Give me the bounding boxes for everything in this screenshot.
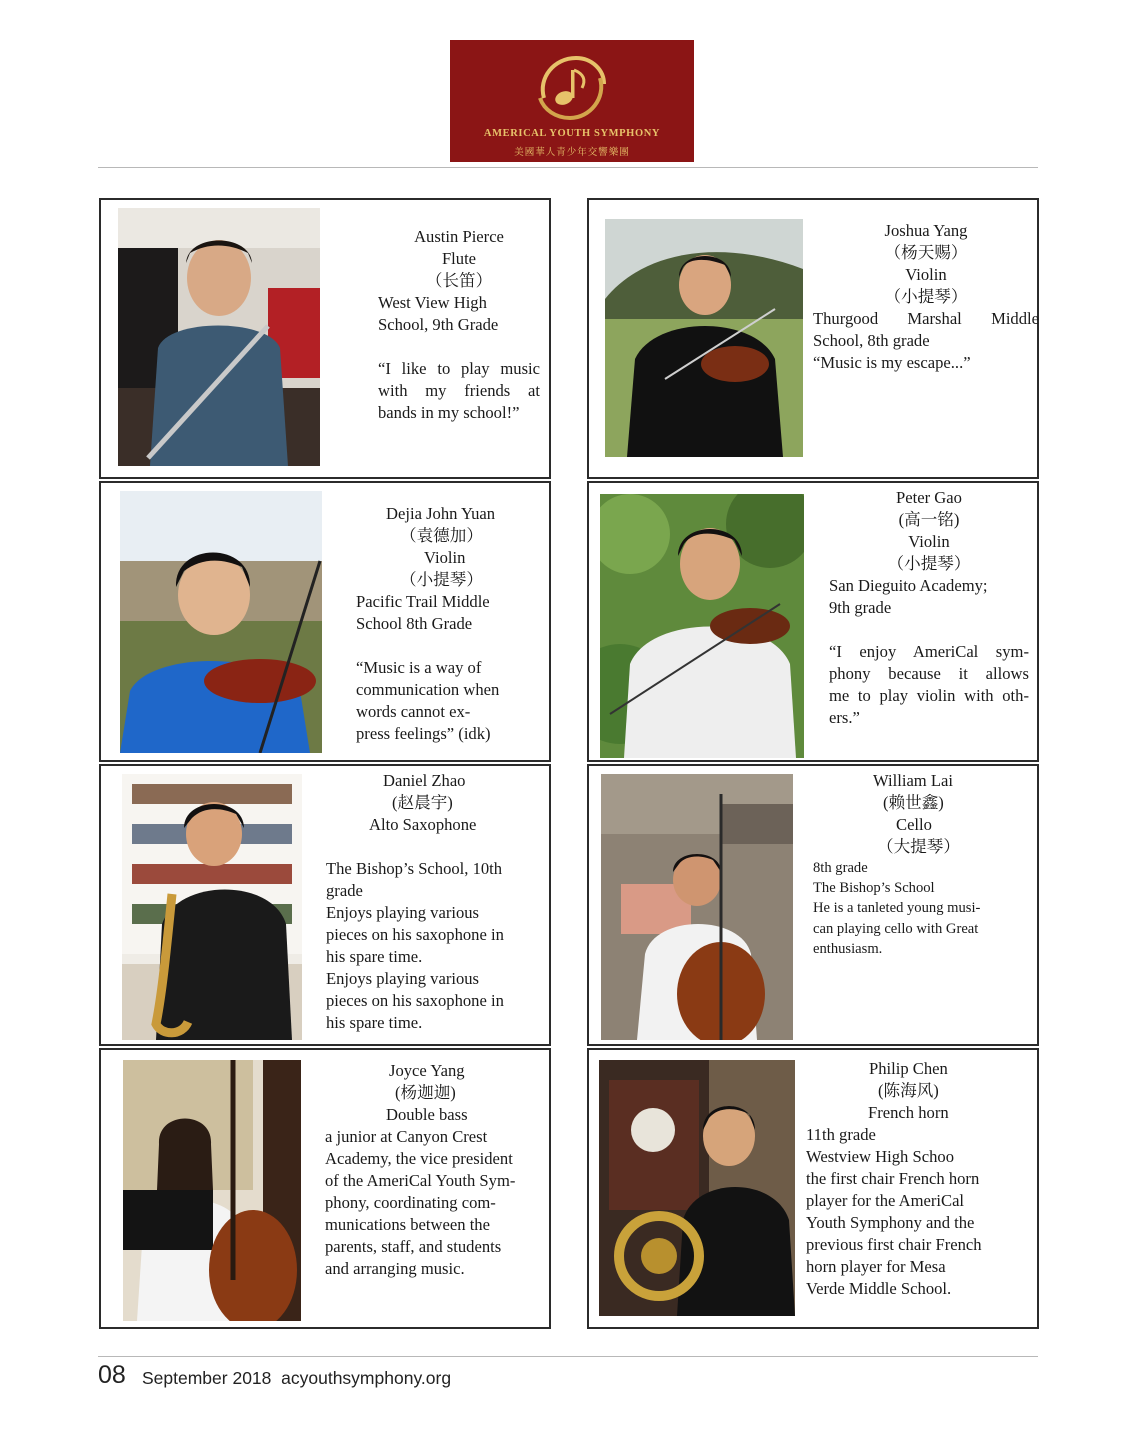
- card-text-peter-gao: [829, 487, 1029, 729]
- school-line: School, 9th Grade: [378, 315, 499, 334]
- school-line: School, 8th grade: [813, 331, 930, 350]
- musician-card-peter-gao: [587, 481, 1039, 762]
- bio-line: phony, coordinating com-: [325, 1193, 496, 1212]
- musician-name: Daniel Zhao: [383, 771, 466, 790]
- quote-line: with my friends at: [378, 381, 540, 400]
- quote-line: “Music is my escape...”: [813, 353, 971, 372]
- photo-william-lai: [601, 774, 793, 1040]
- americal-youth-symphony-logo: [450, 40, 694, 162]
- musician-name: Joyce Yang: [389, 1061, 465, 1080]
- musician-name: William Lai: [873, 771, 953, 790]
- instrument: Double bass: [386, 1105, 468, 1124]
- photo-dejia-john-yuan: [120, 491, 322, 753]
- quote-line: “I enjoy AmeriCal sym-: [829, 642, 1029, 661]
- musician-card-daniel-zhao: [99, 764, 551, 1046]
- photo-joshua-yang: [605, 219, 803, 457]
- quote-line: phony because it allows: [829, 664, 1029, 683]
- school-line: 9th grade: [829, 598, 892, 617]
- bio-line: 11th grade: [806, 1125, 876, 1144]
- card-text-philip-chen: [806, 1058, 1026, 1300]
- photo-joyce-yang: [123, 1060, 301, 1321]
- musician-card-dejia-john-yuan: [99, 481, 551, 762]
- musician-name-cn: （袁德加）: [400, 526, 483, 545]
- musician-card-austin-pierce: [99, 198, 551, 479]
- bio-line: player for the AmeriCal: [806, 1191, 965, 1210]
- school-line: School 8th Grade: [356, 614, 473, 633]
- card-text-daniel-zhao: [326, 770, 546, 1034]
- school-line: Pacific Trail Middle: [356, 592, 490, 611]
- musician-card-william-lai: [587, 764, 1039, 1046]
- quote-line: me to play violin with oth-: [829, 686, 1029, 705]
- bio-line: grade: [326, 881, 363, 900]
- quote-line: ers.”: [829, 708, 860, 727]
- website-link[interactable]: acyouthsymphony.org: [281, 1368, 452, 1388]
- bio-line: Academy, the vice president: [325, 1149, 513, 1168]
- quote-line: communication when: [356, 680, 500, 699]
- logo-chinese-name: 美國華人青少年交響樂團: [514, 147, 630, 158]
- card-text-dejia-john-yuan: [356, 503, 546, 745]
- card-text-joshua-yang: [813, 220, 1039, 374]
- bio-line: Westview High Schoo: [806, 1147, 954, 1166]
- bio-line: munications between the: [325, 1215, 490, 1234]
- card-text-joyce-yang: [325, 1060, 545, 1280]
- bio-line: 8th grade: [813, 860, 868, 876]
- quote-line: words cannot ex-: [356, 702, 471, 721]
- musician-card-philip-chen: [587, 1048, 1039, 1329]
- instrument: Violin: [908, 532, 950, 551]
- instrument-cn: （小提琴）: [887, 554, 971, 573]
- bio-line: his spare time.: [326, 947, 423, 966]
- footer-divider: [98, 1356, 1038, 1357]
- musician-name-cn: (赖世鑫): [883, 793, 944, 812]
- bio-line: parents, staff, and students: [325, 1237, 502, 1256]
- quote-line: “I like to play music: [378, 359, 540, 378]
- musician-name-cn: (高一铭): [898, 510, 960, 529]
- bio-line: and arranging music.: [325, 1259, 465, 1278]
- bio-line: Enjoys playing various: [326, 969, 480, 988]
- quote-line: “Music is a way of: [356, 658, 482, 677]
- musician-name: Dejia John Yuan: [386, 504, 496, 523]
- bio-line: pieces on his saxophone in: [326, 925, 504, 944]
- bio-line: of the AmeriCal Youth Sym-: [325, 1171, 516, 1190]
- card-text-austin-pierce: [378, 226, 540, 424]
- issue-date: September 2018: [142, 1368, 272, 1388]
- photo-philip-chen: [599, 1060, 795, 1316]
- bio-line: the first chair French horn: [806, 1169, 980, 1188]
- logo-english-name: AMERICAL YOUTH SYMPHONY: [483, 128, 661, 139]
- musician-card-joyce-yang: [99, 1048, 551, 1329]
- bio-line: The Bishop’s School: [813, 880, 935, 897]
- bio-line: The Bishop’s School, 10th: [326, 859, 503, 878]
- instrument: French horn: [868, 1103, 949, 1122]
- musician-name: Peter Gao: [896, 488, 962, 507]
- bio-line: his spare time.: [326, 1013, 423, 1032]
- bio-line: Verde Middle School.: [806, 1279, 952, 1298]
- musician-name-cn: (赵晨宇): [392, 793, 453, 812]
- musician-name-cn: （杨天赐）: [884, 243, 968, 262]
- card-text-william-lai: [813, 770, 1033, 959]
- quote-line: press feelings” (idk): [356, 724, 491, 743]
- photo-austin-pierce: [118, 208, 320, 466]
- school-line: Thurgood Marshal Middle: [813, 309, 1039, 328]
- bio-line: can playing cello with Great: [813, 920, 979, 937]
- musician-name: Joshua Yang: [884, 221, 968, 240]
- instrument: Violin: [905, 265, 947, 284]
- instrument: Flute: [441, 249, 477, 268]
- bio-line: Enjoys playing various: [326, 903, 480, 922]
- instrument-cn: （长笛）: [425, 271, 493, 290]
- musician-name: Austin Pierce: [414, 227, 504, 246]
- photo-daniel-zhao: [122, 774, 302, 1040]
- instrument-cn: （小提琴）: [884, 287, 968, 306]
- bio-line: enthusiasm.: [813, 940, 883, 957]
- school-line: San Dieguito Academy;: [829, 576, 988, 595]
- quote-line: bands in my school!”: [378, 403, 520, 422]
- footer-issue-and-site: [142, 1368, 451, 1389]
- bio-line: Youth Symphony and the: [806, 1213, 975, 1232]
- musician-name-cn: (杨迦迦): [395, 1083, 456, 1102]
- photo-peter-gao: [600, 494, 804, 758]
- instrument: Alto Saxophone: [369, 815, 477, 834]
- school-line: West View High: [378, 293, 487, 312]
- instrument-cn: （大提琴）: [877, 837, 960, 856]
- page-number: 08: [98, 1361, 126, 1389]
- musician-name: Philip Chen: [869, 1059, 948, 1078]
- header-divider: [98, 167, 1038, 168]
- musician-name-cn: (陈海风): [878, 1081, 939, 1100]
- bio-line: a junior at Canyon Crest: [325, 1127, 488, 1146]
- bio-line: horn player for Mesa: [806, 1257, 946, 1276]
- instrument: Cello: [896, 815, 932, 834]
- musician-card-joshua-yang: [587, 198, 1039, 479]
- bio-line: pieces on his saxophone in: [326, 991, 504, 1010]
- instrument-cn: （小提琴）: [400, 570, 483, 589]
- music-note-emblem-icon: [532, 50, 612, 126]
- instrument: Violin: [424, 548, 466, 567]
- bio-line: previous first chair French: [806, 1235, 982, 1254]
- bio-line: He is a tanleted young musi-: [813, 900, 981, 917]
